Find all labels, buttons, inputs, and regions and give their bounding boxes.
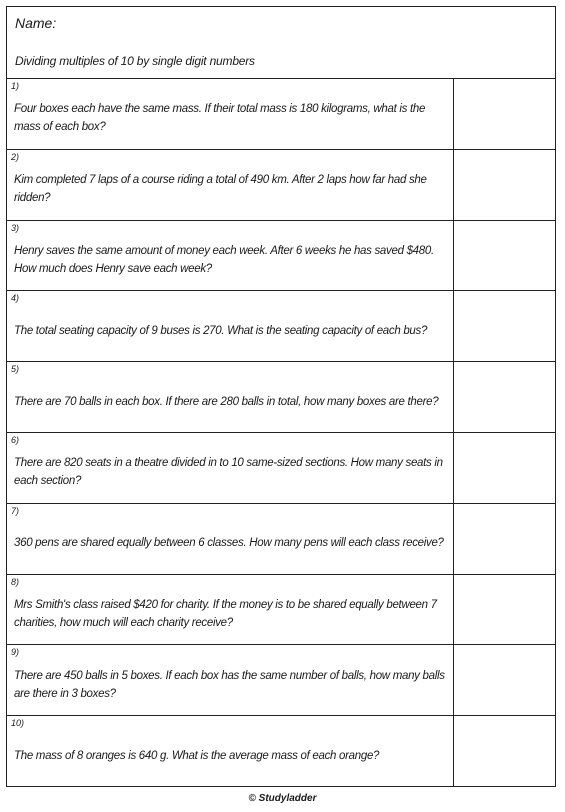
question-cell xyxy=(7,645,454,715)
question-cell xyxy=(7,362,454,432)
question-cell xyxy=(7,504,454,574)
question-text: 360 pens are shared equally between 6 classes. How many pens will each class receive? xyxy=(14,537,444,550)
question-row xyxy=(7,645,555,716)
answer-cell[interactable] xyxy=(454,150,555,220)
question-row xyxy=(7,362,555,433)
answer-cell[interactable] xyxy=(454,221,555,291)
question-text: The mass of 8 oranges is 640 g. What is the average mass of each orange? xyxy=(14,750,380,763)
question-number: 6) xyxy=(11,434,20,445)
question-number: 4) xyxy=(11,293,20,304)
answer-cell[interactable] xyxy=(454,291,555,361)
question-cell xyxy=(7,575,454,645)
question-number: 9) xyxy=(11,647,20,658)
question-cell xyxy=(7,79,454,149)
question-row xyxy=(7,575,555,646)
answer-cell[interactable] xyxy=(454,575,555,645)
question-number: 10) xyxy=(11,718,25,729)
question-table xyxy=(7,79,555,787)
question-row xyxy=(7,150,555,221)
question-cell xyxy=(7,291,454,361)
question-row xyxy=(7,221,555,292)
answer-cell[interactable] xyxy=(454,79,555,149)
worksheet-header xyxy=(7,7,555,79)
answer-cell[interactable] xyxy=(454,716,555,787)
question-row xyxy=(7,79,555,150)
question-row xyxy=(7,716,555,787)
question-text: Kim completed 7 laps of a course riding a total of 490 km. After 2 laps how far had she ridden? xyxy=(14,174,427,205)
question-number: 8) xyxy=(11,576,20,587)
question-number: 1) xyxy=(11,81,20,91)
question-row xyxy=(7,504,555,575)
question-number: 3) xyxy=(11,222,20,233)
question-number: 5) xyxy=(11,364,20,375)
question-text: Mrs Smith's class raised $420 for charity. If the money is to be shared equally between 7 charities, how much will each charity receive? xyxy=(14,598,437,629)
footer-copyright: © Studyladder xyxy=(248,793,317,804)
worksheet xyxy=(6,6,556,787)
question-cell xyxy=(7,221,454,291)
question-row xyxy=(7,291,555,362)
worksheet-title: Dividing multiples of 10 by single digit numbers xyxy=(15,54,255,68)
question-text: The total seating capacity of 9 buses is 270. What is the seating capacity of each bus? xyxy=(14,324,428,337)
question-cell xyxy=(7,433,454,503)
question-text: There are 70 balls in each box. If there are 280 balls in total, how many boxes are there? xyxy=(14,395,439,408)
question-number: 7) xyxy=(11,505,20,516)
question-text: Four boxes each have the same mass. If their total mass is 180 kilograms, what is the mass of each box? xyxy=(14,103,426,134)
question-number: 2) xyxy=(11,151,20,162)
question-text: There are 820 seats in a theatre divided in to 10 same-sized sections. How many seats in each section? xyxy=(14,457,443,488)
question-text: Henry saves the same amount of money each week. After 6 weeks he has saved $480. How much does Henry save each week? xyxy=(14,244,434,275)
answer-cell[interactable] xyxy=(454,504,555,574)
answer-cell[interactable] xyxy=(454,645,555,715)
question-text: There are 450 balls in 5 boxes. If each box has the same number of balls, how many balls are there in 3 boxes? xyxy=(14,669,445,700)
name-label: Name: xyxy=(15,15,57,31)
answer-cell[interactable] xyxy=(454,362,555,432)
question-cell xyxy=(7,716,454,787)
question-cell xyxy=(7,150,454,220)
question-row xyxy=(7,433,555,504)
answer-cell[interactable] xyxy=(454,433,555,503)
